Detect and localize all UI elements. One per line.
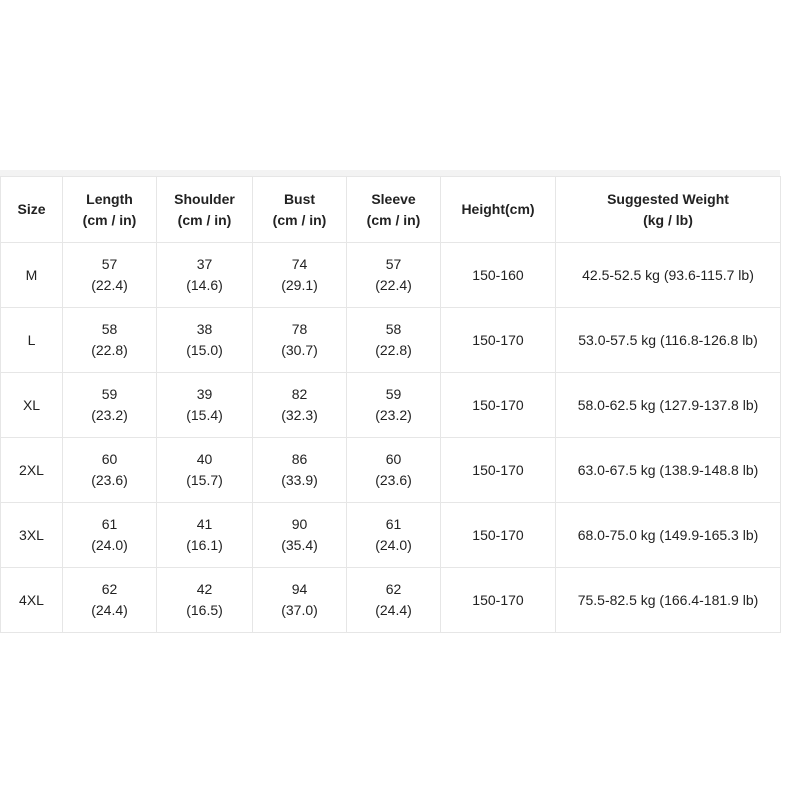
cell-sleeve: 62 (24.4)	[347, 568, 441, 633]
cell-shoulder: 39 (15.4)	[157, 373, 253, 438]
cell-shoulder: 40 (15.7)	[157, 438, 253, 503]
cell-bust: 82 (32.3)	[253, 373, 347, 438]
cell-length: 57 (22.4)	[63, 243, 157, 308]
cell-shoulder: 42 (16.5)	[157, 568, 253, 633]
header-length: Length (cm / in)	[63, 177, 157, 243]
cell-weight: 63.0-67.5 kg (138.9-148.8 lb)	[556, 438, 781, 503]
header-shoulder: Shoulder (cm / in)	[157, 177, 253, 243]
cell-sleeve: 60 (23.6)	[347, 438, 441, 503]
cell-weight: 53.0-57.5 kg (116.8-126.8 lb)	[556, 308, 781, 373]
cell-weight: 42.5-52.5 kg (93.6-115.7 lb)	[556, 243, 781, 308]
cell-shoulder: 37 (14.6)	[157, 243, 253, 308]
cell-length: 60 (23.6)	[63, 438, 157, 503]
header-height: Height(cm)	[441, 177, 556, 243]
size-chart-table	[0, 176, 781, 633]
cell-shoulder: 41 (16.1)	[157, 503, 253, 568]
cell-height: 150-170	[441, 568, 556, 633]
cell-bust: 86 (33.9)	[253, 438, 347, 503]
cell-sleeve: 59 (23.2)	[347, 373, 441, 438]
cell-length: 62 (24.4)	[63, 568, 157, 633]
cell-height: 150-160	[441, 243, 556, 308]
table-row	[1, 503, 781, 568]
cell-height: 150-170	[441, 308, 556, 373]
header-bust: Bust (cm / in)	[253, 177, 347, 243]
cell-length: 58 (22.8)	[63, 308, 157, 373]
table-row	[1, 373, 781, 438]
cell-weight: 68.0-75.0 kg (149.9-165.3 lb)	[556, 503, 781, 568]
cell-size: XL	[1, 373, 63, 438]
cell-size: 4XL	[1, 568, 63, 633]
cell-size: L	[1, 308, 63, 373]
cell-sleeve: 61 (24.0)	[347, 503, 441, 568]
cell-bust: 78 (30.7)	[253, 308, 347, 373]
cell-weight: 75.5-82.5 kg (166.4-181.9 lb)	[556, 568, 781, 633]
cell-weight: 58.0-62.5 kg (127.9-137.8 lb)	[556, 373, 781, 438]
header-sleeve: Sleeve (cm / in)	[347, 177, 441, 243]
cell-length: 59 (23.2)	[63, 373, 157, 438]
header-row	[1, 177, 781, 243]
header-weight: Suggested Weight (kg / lb)	[556, 177, 781, 243]
cell-height: 150-170	[441, 373, 556, 438]
cell-shoulder: 38 (15.0)	[157, 308, 253, 373]
cell-sleeve: 57 (22.4)	[347, 243, 441, 308]
cell-size: 3XL	[1, 503, 63, 568]
cell-bust: 74 (29.1)	[253, 243, 347, 308]
table-row	[1, 243, 781, 308]
table-row	[1, 438, 781, 503]
table-row	[1, 568, 781, 633]
cell-bust: 94 (37.0)	[253, 568, 347, 633]
cell-size: M	[1, 243, 63, 308]
table-row	[1, 308, 781, 373]
cell-height: 150-170	[441, 503, 556, 568]
header-size: Size	[1, 177, 63, 243]
cell-size: 2XL	[1, 438, 63, 503]
cell-bust: 90 (35.4)	[253, 503, 347, 568]
cell-length: 61 (24.0)	[63, 503, 157, 568]
cell-height: 150-170	[441, 438, 556, 503]
cell-sleeve: 58 (22.8)	[347, 308, 441, 373]
